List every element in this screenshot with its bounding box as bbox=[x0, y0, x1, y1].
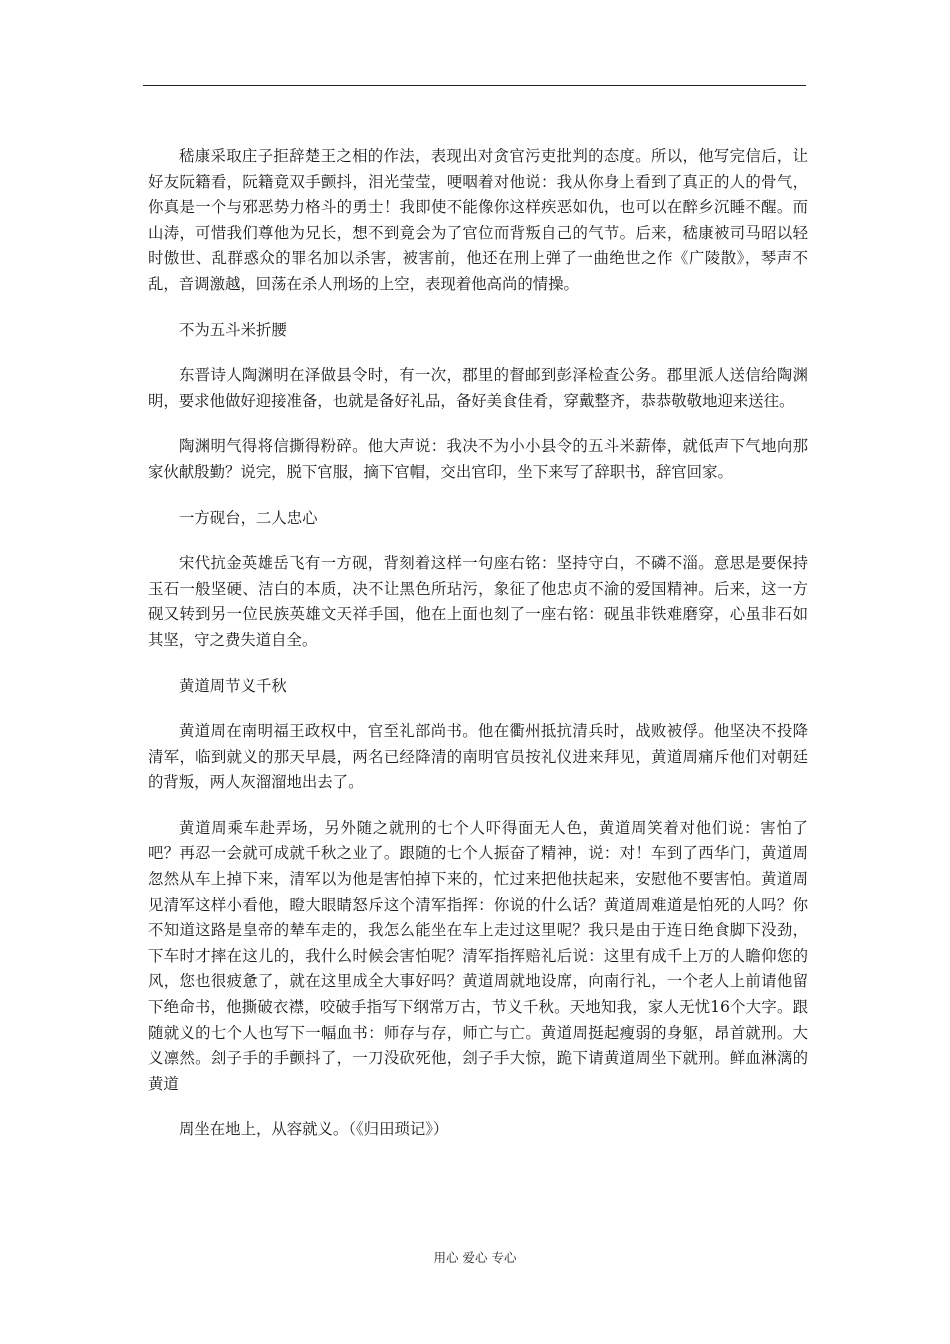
paragraph-tao-yuanming-2: 陶渊明气得将信撕得粉碎。他大声说：我决不为小小县令的五斗米薪俸，就低声下气地向那家伙献殷勤？说完，脱下官服，摘下官帽，交出官印，坐下来写了辞职书，辞官回家。 bbox=[148, 437, 808, 481]
document-body bbox=[148, 144, 808, 1163]
section-heading-tao-yuanming: 不为五斗米折腰 bbox=[179, 320, 287, 339]
paragraph-huang-daozhou-1: 黄道周在南明福王政权中，官至礼部尚书。他在衢州抵抗清兵时，战败被俘。他坚决不投降清军，临到就义的那天早晨，两名已经降清的南明官员按礼仪进来拜见，黄道周痛斥他们对朝廷的背叛，两人灰溜溜地出去了。 bbox=[148, 722, 808, 792]
page-footer: 用心 爱心 专心 bbox=[433, 1250, 517, 1265]
paragraph-huang-daozhou-3: 周坐在地上，从容就义。（《归田琐记》） bbox=[179, 1120, 449, 1139]
section-heading-inkstone: 一方砚台，二人忠心 bbox=[179, 508, 318, 527]
section-heading-huang-daozhou: 黄道周节义千秋 bbox=[179, 676, 287, 695]
paragraph-inkstone: 宋代抗金英雄岳飞有一方砚，背刻着这样一句座右铭：坚持守白，不磷不淄。意思是要保持玉石一般坚硬、洁白的本质，决不让黑色所玷污，象征了他忠贞不渝的爱国精神。后来，这一方砚又转到另一位民族英雄文天祥手国，他在上面也刻了一座右铭：砚虽非铁难磨穿，心虽非石如其坚，守之费失道自全。 bbox=[148, 554, 808, 649]
paragraph-ji-kang: 嵇康采取庄子拒辞楚王之相的作法，表现出对贪官污吏批判的态度。所以，他写完信后，让好友阮籍看，阮籍竟双手颤抖，泪光莹莹，哽咽着对他说：我从你身上看到了真正的人的骨气，你真是一个与邪恶势力格斗的勇士！我即使不能像你这样疾恶如仇，也可以在醉乡沉睡不醒。而山涛，可惜我们尊他为兄长，想不到竟会为了官位而背叛自己的气节。后来，嵇康被司马昭以轻时傲世、乱群惑众的罪名加以杀害，被害前，他还在刑上弹了一曲绝世之作《广陵散》，琴声不乱，音调激越，回荡在杀人刑场的上空，表现着他高尚的情操。 bbox=[148, 147, 808, 293]
paragraph-huang-daozhou-2: 黄道周乘车赴弄场，另外随之就刑的七个人吓得面无人色，黄道周笑着对他们说：害怕了吧？再忍一会就可成就千秋之业了。跟随的七个人振奋了精神，说：对！车到了西华门，黄道周忽然从车上掉下来，清军以为他是害怕掉下来的，忙过来把他扶起来，安慰他不要害怕。黄道周见清军这样小看他，瞪大眼睛怒斥这个清军指挥：你说的什么话？黄道周难道是怕死的人吗？你不知道这路是皇帝的辇车走的，我怎么能坐在车上走过这里呢？我只是由于连日绝食脚下没劲，下车时才摔在这儿的，我什么时候会害怕呢？清军指挥赔礼后说：这里有成千上万的人瞻仰您的风，您也很疲惫了，就在这里成全大事好吗？黄道周就地设席，向南行礼，一个老人上前请他留下绝命书，他撕破衣襟，咬破手指写下纲常万古，节义千秋。天地知我，家人无忧16个大字。跟随就义的七个人也写下一幅血书：师存与存，师亡与亡。黄道周挺起瘦弱的身躯，昂首就刑。大义凛然。刽子手的手颤抖了，一刀没砍死他，刽子手大惊，跪下请黄道周坐下就刑。鲜血淋漓的黄道 bbox=[148, 818, 808, 1093]
header-rule bbox=[143, 85, 806, 86]
paragraph-tao-yuanming-1: 东晋诗人陶渊明在泽做县令时，有一次，郡里的督邮到彭泽检查公务。郡里派人送信给陶渊明，要求他做好迎接准备，也就是备好礼品，备好美食佳肴，穿戴整齐，恭恭敬敬地迎来送往。 bbox=[148, 366, 808, 410]
